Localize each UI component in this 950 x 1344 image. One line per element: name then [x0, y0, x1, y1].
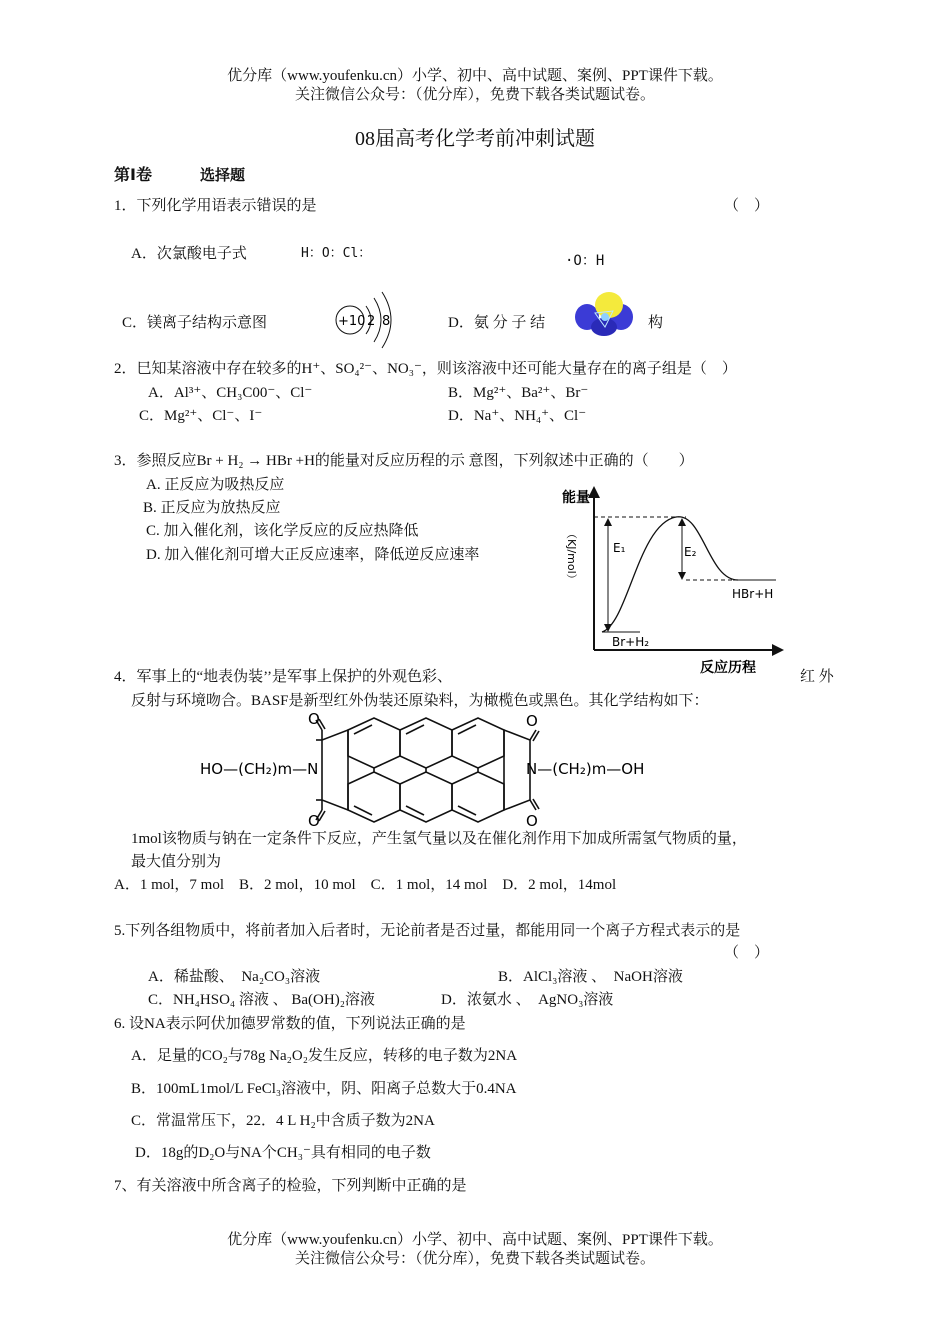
e1-label: E₁	[613, 541, 626, 555]
q5-option-b: B．AlCl₃溶液 、 NaOH溶液	[498, 969, 683, 985]
section-label: 第Ⅰ卷	[114, 165, 152, 184]
carbonyl-o-top-left: O	[308, 712, 320, 728]
q1-stem: 1．下列化学用语表示错误的是	[114, 198, 317, 214]
basf-structure	[196, 712, 646, 826]
carbonyl-o-top-right: O	[526, 712, 538, 730]
q1-option-a-formula: H：O：Cl：	[301, 246, 372, 261]
carbonyl-o-bottom-right: O	[526, 812, 538, 826]
q3-option-b: B. 正反应为放热反应	[143, 500, 281, 516]
shell-1-count: 2	[367, 314, 376, 329]
q5-option-c: C．NH₄HSO₄ 溶液 、 Ba(OH)₂溶液	[148, 992, 375, 1008]
energy-curve	[602, 517, 738, 632]
shell-2-count: 8	[382, 314, 391, 329]
q2-option-c: C．Mg²⁺、Cl⁻、I⁻	[139, 408, 263, 424]
q1-option-c: C．镁离子结构示意图	[122, 315, 268, 331]
left-substituent: HO—(CH₂)m—N	[200, 760, 319, 778]
right-substituent: N—(CH₂)m—OH	[526, 760, 645, 778]
magnesium-ion-diagram	[330, 288, 400, 350]
q2-option-b: B．Mg²⁺、Ba²⁺、Br⁻	[448, 385, 589, 401]
q7-stem: 7、有关溶液中所含离子的检验，下列判断中正确的是	[114, 1178, 467, 1194]
header-line-1: 优分库（www.youfenku.cn）小学、初中、高中试题、案例、PPT课件下载。	[227, 68, 723, 84]
reactants-label: Br+H₂	[612, 635, 650, 649]
page-title: 08届高考化学考前冲刺试题	[355, 128, 595, 150]
q1-answer-paren: （ ）	[724, 198, 770, 214]
q1-option-d: D．氨 分 子 结	[448, 315, 546, 331]
q5-option-a: A．稀盐酸、 Na₂CO₃溶液	[148, 969, 321, 985]
energy-axis-label: 能量	[562, 490, 590, 506]
q1-option-d-formula: ·O：H	[565, 253, 605, 269]
q5-option-d: D．浓氨水 、 AgNO₃溶液	[441, 992, 614, 1008]
energy-diagram	[558, 484, 798, 678]
q5-stem: 5.下列各组物质中，将前者加入后者时，无论前者是否过量，都能用同一个离子方程式表示的是	[114, 923, 741, 939]
nucleus-charge: +10	[338, 314, 366, 329]
q6-option-c: C．常温常压下，22．4 L H₂中含质子数为2NA	[131, 1113, 435, 1129]
q6-option-d: D．18g的D₂O与NA个CH₃⁻具有相同的电子数	[135, 1145, 431, 1161]
q4-line-4: 最大值分别为	[131, 854, 222, 870]
products-label: HBr+H	[732, 587, 774, 601]
e2-label: E₂	[684, 545, 697, 559]
q4-stem: 4．军事上的“地表伪装’’是军事上保护的外观色彩、	[114, 669, 453, 685]
header-line-2: 关注微信公众号：（优分库），免费下载各类试题试卷。	[294, 87, 655, 103]
q1-option-a: A．次氯酸电子式	[131, 246, 247, 262]
q3-option-d: D. 加入催化剂可增大正反应速率，降低逆反应速率	[146, 547, 480, 563]
footer-line-1: 优分库（www.youfenku.cn）小学、初中、高中试题、案例、PPT课件下载。	[227, 1232, 723, 1248]
q3-option-c: C. 加入催化剂，该化学反应的反应热降低	[146, 523, 419, 539]
ammonia-molecule-model	[573, 287, 635, 337]
q6-option-a: A．足量的CO₂与78g Na₂O₂发生反应，转移的电子数为2NA	[131, 1048, 518, 1064]
q6-option-b: B．100mL1mol/L FeCl₃溶液中，阴、阳离子总数大于0.4NA	[131, 1081, 517, 1097]
q2-option-a: A．Al³⁺、CH₃C00⁻、Cl⁻	[148, 385, 313, 401]
q6-stem: 6. 设NA表示阿伏加德罗常数的值，下列说法正确的是	[114, 1016, 466, 1032]
q1-option-d-tail: 构	[648, 315, 664, 331]
q4-options: A．1 mol，7 mol B．2 mol，10 mol C．1 mol，14 mol D．2 mol，14mol	[114, 877, 617, 893]
carbonyl-o-bottom-left: O	[308, 812, 320, 826]
section-name: 选择题	[200, 166, 246, 184]
q4-line-3: 1mol该物质与钠在一定条件下反应，产生氢气量以及在催化剂作用下加成所需氢气物质的量，	[131, 831, 747, 847]
energy-axis-unit: （KJ/mol）	[565, 528, 578, 585]
q5-answer-paren: （ ）	[724, 945, 770, 961]
q3-stem: 3．参照反应Br + H₂ → HBr +H的能量对反应历程的示 意图，下列叙述中正确的（ ）	[114, 453, 694, 469]
q2-option-d: D．Na⁺、NH₄⁺、Cl⁻	[448, 408, 587, 424]
q2-stem: 2．巳知某溶液中存在较多的H⁺、SO₄²⁻、NO₃⁻，则该溶液中还可能大量存在的离子组是（ ）	[114, 361, 737, 377]
q4-line-2: 反射与环境吻合。BASF是新型红外伪装还原染料，为橄榄色或黑色。其化学结构如下：	[131, 693, 709, 709]
q3-option-a: A. 正反应为吸热反应	[146, 477, 285, 493]
x-axis-label: 反应历程	[700, 660, 756, 676]
footer-line-2: 关注微信公众号：（优分库），免费下载各类试题试卷。	[294, 1251, 655, 1267]
q4-stem-tail: 红 外	[800, 669, 834, 685]
